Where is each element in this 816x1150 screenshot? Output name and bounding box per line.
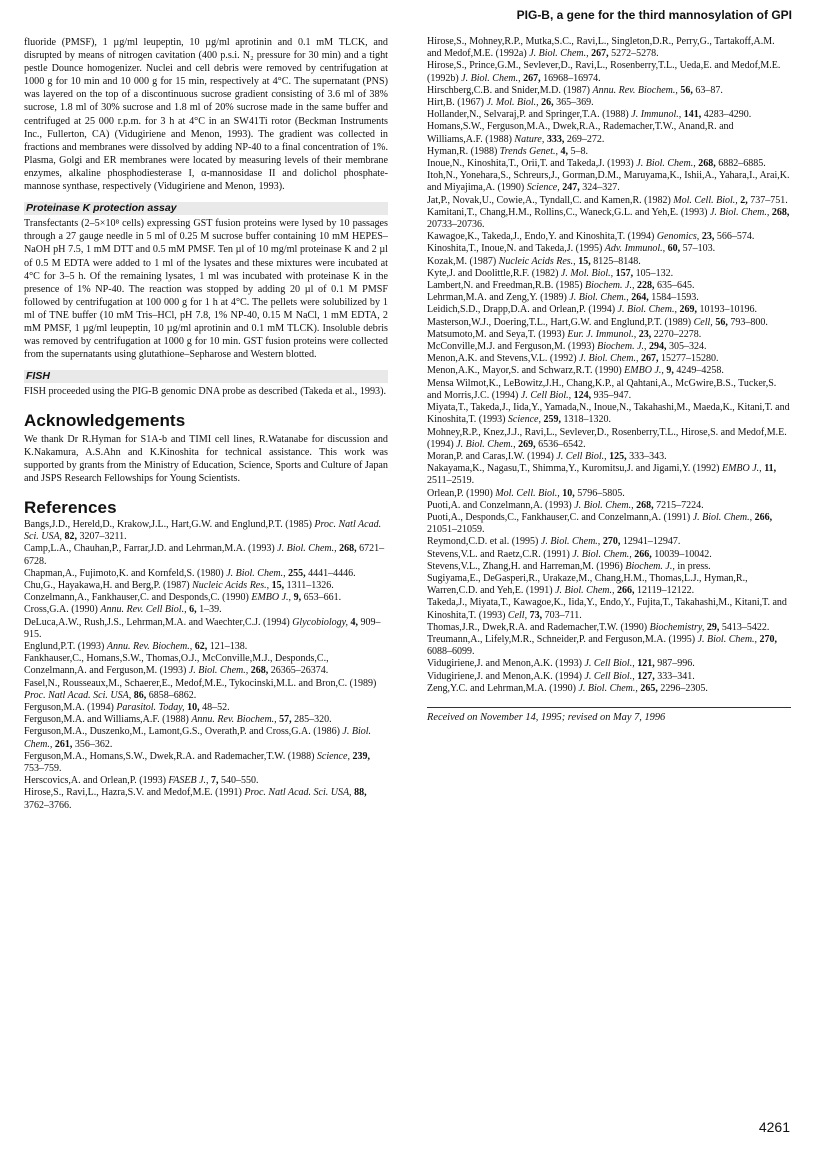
running-title: PIG-B, a gene for the third mannosylation of GPI bbox=[516, 8, 792, 22]
reference-authors: Kinoshita,T., Inoue,N. and Takeda,J. (1995) bbox=[427, 243, 603, 255]
reference-entry bbox=[427, 195, 791, 207]
reference-pages: 2296–2305. bbox=[660, 682, 708, 694]
reference-volume: 270, bbox=[759, 633, 778, 645]
reference-volume: 9, bbox=[666, 365, 674, 377]
reference-entry bbox=[427, 170, 791, 194]
reference-volume: 10, bbox=[562, 487, 575, 499]
reference-pages: 653–661. bbox=[303, 592, 342, 604]
reference-entry bbox=[427, 634, 791, 658]
reference-journal: Proc. Natl Acad. Sci. USA, bbox=[244, 787, 352, 799]
reference-authors: Menon,A.K. and Stevens,V.L. (1992) bbox=[427, 353, 577, 365]
reference-pages: 1311–1326. bbox=[286, 580, 334, 592]
reference-entry bbox=[427, 512, 791, 536]
reference-volume: 261, bbox=[54, 738, 73, 750]
reference-authors: Treumann,A., Lifely,M.R., Schneider,P. and Ferguson,M.A. (1995) bbox=[427, 633, 696, 645]
reference-volume: 269, bbox=[518, 438, 536, 450]
reference-authors: Hirose,S., Ravi,L., Hazra,S.V. and Medof,M.E. (1991) bbox=[24, 787, 242, 799]
reference-volume: 4, bbox=[350, 616, 359, 628]
acknowledgements-heading: Acknowledgements bbox=[24, 411, 186, 431]
reference-pages: 2511–2519. bbox=[427, 475, 475, 487]
reference-journal: J. Biol. Chem., bbox=[555, 585, 615, 597]
reference-journal: Cell, bbox=[693, 316, 713, 328]
reference-pages: 566–574. bbox=[716, 231, 755, 243]
reference-journal: Glycobiology, bbox=[292, 616, 349, 628]
reference-authors: Orlean,P. (1990) bbox=[427, 487, 493, 499]
reference-journal: J. Biol. Chem., bbox=[574, 499, 634, 511]
reference-authors: Camp,L.A., Chauhan,P., Farrar,J.D. and Lehrman,M.A. (1993) bbox=[24, 543, 275, 555]
reference-entry bbox=[427, 451, 791, 463]
reference-entry bbox=[427, 500, 791, 512]
reference-journal: J. Biol. Chem., bbox=[24, 726, 372, 750]
reference-entry bbox=[427, 573, 791, 597]
reference-journal: Nature, bbox=[514, 133, 545, 145]
reference-volume: 23, bbox=[701, 231, 715, 243]
reference-pages: 737–751. bbox=[750, 194, 788, 206]
reference-journal: J. Biol. Chem., bbox=[461, 72, 521, 84]
acknowledgements-paragraph: We thank Dr R.Hyman for S1A-b and TIMI cell lines, R.Watanabe for discussion and K.Nakamura, A.S.Ahn and K.Kinoshita for technical assistance. This work was supported by grants from the Ministry of Education, Science, Sports and Culture of Japan and JSPS Research Fellowships for Young Scientists. bbox=[24, 433, 388, 484]
reference-entry bbox=[427, 243, 791, 255]
reference-entry bbox=[24, 751, 388, 775]
reference-entry bbox=[427, 97, 791, 109]
reference-journal: Annu. Rev. Biochem., bbox=[106, 641, 193, 653]
reference-entry bbox=[427, 622, 791, 634]
reference-pages: 12119–12122. bbox=[637, 585, 695, 597]
reference-entry bbox=[427, 463, 791, 487]
reference-entry bbox=[427, 378, 791, 402]
reference-pages: 635–645. bbox=[656, 280, 695, 292]
reference-journal: Nucleic Acids Res., bbox=[498, 255, 576, 267]
reference-volume: 157, bbox=[615, 267, 634, 279]
reference-authors: Kozak,M. (1987) bbox=[427, 255, 497, 267]
reference-volume: 270, bbox=[602, 536, 621, 548]
reference-volume: 73, bbox=[529, 609, 543, 621]
reference-pages: 935–947. bbox=[593, 389, 632, 401]
reference-journal: Science, bbox=[507, 414, 541, 426]
reference-journal: Annu. Rev. Biochem., bbox=[592, 84, 678, 96]
reference-authors: Moran,P. and Caras,I.W. (1994) bbox=[427, 450, 554, 462]
reference-volume: 9, bbox=[293, 592, 302, 604]
reference-volume: 88, bbox=[354, 787, 367, 799]
reference-volume: 6, bbox=[189, 604, 197, 616]
reference-volume: 247, bbox=[562, 182, 580, 194]
reference-volume: 268, bbox=[636, 499, 654, 511]
reference-volume: 11, bbox=[764, 463, 777, 475]
reference-authors: Mohney,R.P., Knez,J.J., Ravi,L., Sevlever,D., Rosenberry,T.L., Hirose,S. and Medof,M.E. (1994) bbox=[427, 426, 787, 450]
reference-entry bbox=[427, 146, 791, 158]
reference-pages: 121–138. bbox=[209, 641, 248, 653]
reference-volume: 56, bbox=[715, 316, 728, 328]
reference-volume: 124, bbox=[573, 389, 592, 401]
reference-entry bbox=[427, 304, 791, 316]
reference-pages: 16968–16974. bbox=[543, 72, 601, 84]
reference-journal: J. Biol. Chem., bbox=[529, 48, 589, 60]
reference-journal: J. Mol. Biol., bbox=[560, 267, 614, 279]
reference-authors: Sugiyama,E., DeGasperi,R., Urakaze,M., Chang,H.M., Thomas,L.J., Hyman,R., Warren,C.D. and Yeh,E. (1991) bbox=[427, 572, 748, 597]
reference-journal: EMBO J., bbox=[624, 365, 664, 377]
reference-journal: J. Cell Biol., bbox=[556, 450, 607, 462]
reference-authors: Menon,A.K., Mayor,S. and Schwarz,R.T. (1990) bbox=[427, 365, 622, 377]
reference-volume: 15, bbox=[271, 580, 285, 592]
reference-pages: 5–8. bbox=[570, 145, 589, 157]
reference-entry bbox=[24, 775, 388, 787]
reference-volume: 10, bbox=[187, 702, 200, 714]
left-column bbox=[24, 36, 388, 812]
reference-journal: Science, bbox=[526, 182, 560, 194]
reference-journal: Biochem. J., bbox=[597, 341, 647, 353]
reference-pages: 7215–7224. bbox=[656, 499, 704, 511]
reference-volume: 7, bbox=[211, 775, 219, 787]
reference-entry bbox=[427, 231, 791, 243]
reference-authors: Hollander,N., Selvaraj,P. and Springer,T.A. (1988) bbox=[427, 109, 629, 121]
reference-pages: 324–327. bbox=[582, 182, 620, 194]
reference-entry bbox=[24, 568, 388, 580]
reference-authors: Fankhauser,C., Homans,S.W., Thomas,O.J., McConville,M.J., Desponds,C., Conzelmann,A. and Ferguson,M. (1993) bbox=[24, 653, 329, 677]
reference-journal: EMBO J., bbox=[251, 592, 292, 604]
reference-journal: J. Biol. Chem., bbox=[578, 682, 638, 694]
reference-pages: 269–272. bbox=[566, 133, 605, 145]
reference-authors: Ferguson,M.A., Duszenko,M., Lamont,G.S., Overath,P. and Cross,G.A. (1986) bbox=[24, 726, 340, 738]
reference-journal: J. Biol. Chem., bbox=[188, 665, 249, 677]
reference-volume: 26, bbox=[541, 97, 554, 109]
reference-volume: 23, bbox=[638, 328, 652, 340]
reference-journal: J. Biol. Chem., bbox=[226, 567, 286, 579]
reference-entry bbox=[427, 60, 791, 84]
reference-volume: 267, bbox=[640, 353, 659, 365]
reference-pages: 8125–8148. bbox=[593, 255, 641, 267]
reference-authors: Hirose,S., Prince,G.M., Sevlever,D., Ravi,L., Rosenberry,T.L., Ueda,E. and Medof,M.E. (1992b) bbox=[427, 60, 781, 84]
reference-entry bbox=[427, 256, 791, 268]
reference-entry bbox=[427, 268, 791, 280]
reference-pages: 6858–6862. bbox=[148, 689, 197, 701]
reference-authors: Inoue,N., Kinoshita,T., Orii,T. and Takeda,J. (1993) bbox=[427, 158, 634, 170]
reference-volume: 267, bbox=[523, 72, 541, 84]
reference-entry bbox=[24, 714, 388, 726]
reference-volume: 4, bbox=[560, 145, 569, 157]
reference-authors: Ferguson,M.A. and Williams,A.F. (1988) bbox=[24, 714, 189, 726]
reference-volume: 264, bbox=[631, 292, 649, 304]
reference-entry bbox=[427, 317, 791, 329]
reference-authors: Chapman,A., Fujimoto,K. and Kornfeld,S. (1980) bbox=[24, 567, 224, 579]
reference-entry bbox=[427, 561, 791, 573]
reference-volume: 333, bbox=[546, 133, 565, 145]
reference-journal: J. Biol. Chem., bbox=[617, 304, 677, 316]
reference-volume: 125, bbox=[609, 450, 627, 462]
reference-pages: 6882–6885. bbox=[718, 158, 766, 170]
reference-authors: Kawagoe,K., Takeda,J., Endo,Y. and Kinoshita,T. (1994) bbox=[427, 231, 655, 243]
reference-authors: Homans,S.W., Ferguson,M.A., Dwek,R.A., Rademacher,T.W., Anand,R. and Williams,A.F. (1988) bbox=[427, 121, 734, 145]
reference-journal: Biochem. J., bbox=[625, 560, 675, 572]
reference-journal: J. Immunol., bbox=[631, 109, 682, 121]
reference-volume: 15, bbox=[578, 255, 591, 267]
reference-journal: Proc. Natl Acad. Sci. USA, bbox=[24, 519, 382, 543]
reference-pages: 63–87. bbox=[695, 84, 723, 96]
reference-entry bbox=[427, 329, 791, 341]
reference-entry bbox=[24, 678, 388, 702]
reference-entry bbox=[427, 597, 791, 621]
reference-entry bbox=[24, 580, 388, 592]
reference-authors: Vidugiriene,J. and Menon,A.K. (1994) bbox=[427, 670, 582, 682]
reference-pages: 333–343. bbox=[629, 450, 667, 462]
proteinase-paragraph: Transfectants (2–5×10⁸ cells) expressing GST fusion proteins were lysed by 10 passages through a 27 gauge needle in 5 ml of 0.25 M sucrose buffer containing 10 mM HEPES–NaOH pH 7.5, 1 mM DTT and 0.5 mM PMSF. Ten µl of 10 mg/ml proteinase K and 2 µl of 0.5 M EDTA were added to 1 ml of the lysates and these mixtures were incubated at 4°C for 3–5 h. Of the remaining lysates, 1 ml was incubated with proteinase K in the presence of 1% NP-40. The reaction was stopped by adding 20 µl of 0.1 M PMSF followed by centrifugation at 100 000 g for 1 h at 4°C. The pellets were solubilized by 1 ml of TNE buffer (10 mM Tris–HCl, pH 7.8, 1% NP-40, 0.15 M NaCl, 1 mM EDTA, 2 mM PMSF, 1 µg/ml leupeptin, 10 µg/ml aprotinin and 0.1 mM TLCK). Insoluble debris was removed by centrifugation at 1000 g for 10 min. GST fusion proteins were collected from the supernatants using glutathione–Sepharose and Western blotted. bbox=[24, 218, 388, 361]
reference-journal: Mol. Cell. Biol., bbox=[495, 487, 560, 499]
reference-pages: 20733–20736. bbox=[427, 219, 485, 231]
reference-entry bbox=[24, 617, 388, 641]
reference-journal: Biochemistry, bbox=[649, 621, 705, 633]
reference-authors: Hirschberg,C.B. and Snider,M.D. (1987) bbox=[427, 84, 591, 96]
reference-pages: 987–996. bbox=[657, 658, 695, 670]
reference-pages: 6536–6542. bbox=[538, 438, 586, 450]
reference-volume: 121, bbox=[637, 658, 655, 670]
reference-authors: Nakayama,K., Nagasu,T., Shimma,Y., Kuromitsu,J. and Jigami,Y. (1992) bbox=[427, 463, 720, 475]
reference-entry bbox=[427, 365, 791, 377]
reference-entry bbox=[427, 280, 791, 292]
reference-entry bbox=[427, 207, 791, 231]
reference-entry bbox=[427, 109, 791, 121]
reference-pages: 2270–2278. bbox=[653, 328, 702, 340]
reference-journal: FASEB J., bbox=[168, 775, 209, 787]
left-reference-list bbox=[24, 519, 388, 812]
reference-journal: J. Biol. Chem., bbox=[692, 511, 753, 523]
reference-journal: Proc. Natl Acad. Sci. USA, bbox=[24, 689, 132, 701]
reference-pages: 15277–15280. bbox=[660, 353, 719, 365]
reference-pages: 4249–4258. bbox=[676, 365, 724, 377]
reference-volume: 255, bbox=[288, 567, 306, 579]
reference-journal: EMBO J., bbox=[721, 463, 762, 475]
reference-volume: 266, bbox=[634, 548, 652, 560]
reference-volume: 57, bbox=[279, 714, 292, 726]
reference-journal: Eur. J. Immunol., bbox=[567, 328, 637, 340]
reference-authors: Bangs,J.D., Hereld,D., Krakow,J.L., Hart,G.W. and Englund,P.T. (1985) bbox=[24, 519, 312, 530]
reference-journal: J. Mol. Biol., bbox=[486, 97, 539, 109]
reference-journal: J. Cell Biol., bbox=[584, 658, 635, 670]
reference-authors: Englund,P.T. (1993) bbox=[24, 641, 105, 653]
fish-paragraph: FISH proceeded using the PIG-B genomic DNA probe as described (Takeda et al., 1993). bbox=[24, 386, 387, 398]
reference-authors: Matsumoto,M. and Seya,T. (1993) bbox=[427, 328, 565, 340]
reference-journal: J. Biol. Chem., bbox=[540, 536, 601, 548]
reference-authors: Conzelmann,A., Fankhauser,C. and Desponds,C. (1990) bbox=[24, 592, 249, 604]
reference-pages: 285–320. bbox=[294, 714, 332, 726]
reference-authors: Hirose,S., Mohney,R.P., Mutka,S.C., Ravi,L., Singleton,D.R., Perry,G., Tartakoff,A.M. and Medof,M.E. (1992a) bbox=[427, 36, 775, 60]
reference-pages: 5796–5805. bbox=[577, 487, 625, 499]
reference-pages: 1584–1593. bbox=[651, 292, 699, 304]
reference-entry bbox=[24, 519, 388, 543]
reference-journal: Mol. Cell. Biol., bbox=[673, 194, 738, 206]
reference-journal: Parasitol. Today, bbox=[116, 702, 185, 714]
reference-pages: 12941–12947. bbox=[622, 536, 681, 548]
reference-volume: 86, bbox=[133, 689, 147, 701]
reference-pages: 48–52. bbox=[202, 702, 230, 714]
reference-pages: 305–324. bbox=[669, 341, 707, 353]
reference-authors: Hirt,B. (1967) bbox=[427, 97, 484, 109]
reference-volume: 259, bbox=[543, 414, 561, 426]
reference-pages: 540–550. bbox=[221, 775, 259, 787]
reference-authors: Mensa Wilmot,K., LeBowitz,J.H., Chang,K.P., al Qahtani,A., McGwire,B.S., Tucker,S. and Morris,J.C. (1994) bbox=[427, 377, 777, 401]
reference-journal: J. Biol. Chem., bbox=[277, 543, 337, 555]
reference-volume: 228, bbox=[636, 280, 655, 292]
reference-authors: Stevens,V.L. and Raetz,C.R. (1991) bbox=[427, 548, 570, 560]
reference-journal: J. Biol. Chem., bbox=[697, 633, 758, 645]
reference-authors: Kyte,J. and Doolittle,R.F. (1982) bbox=[427, 267, 559, 279]
reference-entry bbox=[427, 427, 791, 451]
reference-entry bbox=[427, 85, 791, 97]
fish-heading: FISH bbox=[24, 370, 388, 383]
reference-authors: Lehrman,M.A. and Zeng,Y. (1989) bbox=[427, 292, 567, 304]
reference-journal: J. Biol. Chem., bbox=[456, 438, 516, 450]
reference-authors: Kamitani,T., Chang,H.M., Rollins,C., Waneck,G.L. and Yeh,E. (1993) bbox=[427, 206, 708, 218]
reference-pages: 5413–5422. bbox=[721, 621, 770, 633]
reference-journal: Science, bbox=[316, 750, 350, 762]
reference-pages: 26365–26374. bbox=[270, 665, 329, 677]
methods-paragraph: fluoride (PMSF), 1 µg/ml leupeptin, 10 µg/ml aprotinin and 0.1 mM TLCK, and disrupted by means of nitrogen cavitation (400 p.s.i. N₂ pressure for 30 min) and a tight pestle Dounce homogenizer. Nuclei and cell debris were removed by centrifugation at 1000 g for 10 min and 10 000 g for 15 min, respectively at 4°C. The supernatant (PNS) was layered on the top of a discontinuous sucrose gradient consisting of 3.6 ml of 38% sucrose, 1.8 ml of 30% sucrose and 1.8 ml of 20% sucrose made in the same buffer and centrifuged at 25 000 r.p.m. for 3 h at 4°C in an SW41Ti rotor (Beckman Instruments Inc., Fullerton, CA) (Vidugiriene and Menon, 1993). The gradient was collected in fractions and membranes were dissolved by adding NP-40 to a final concentration of 1%. Plasma, Golgi and ER membranes were located by measuring levels of their membrane enzymes, alkaline phosphodiesterase I, α-mannosidase II and dolichol phosphate-mannose synthase, respectively (Vidugiriene and Menon, 1993). bbox=[24, 37, 388, 193]
reference-entry bbox=[427, 402, 791, 426]
reference-volume: 268, bbox=[771, 206, 790, 218]
reference-journal: Adv. Immunol., bbox=[604, 243, 666, 255]
reference-journal: Nucleic Acids Res., bbox=[192, 580, 270, 592]
received-date: Received on November 14, 1995; revised on May 7, 1996 bbox=[427, 707, 791, 724]
reference-journal: Cell, bbox=[507, 609, 528, 621]
reference-pages: 5272–5278. bbox=[611, 48, 659, 60]
reference-pages: 4441–4446. bbox=[308, 567, 356, 579]
reference-authors: Takeda,J., Miyata,T., Kawagoe,K., Iida,Y., Endo,Y., Fujita,T., Takahashi,M., Kitani,T. and Kinoshita,T. (1993) bbox=[427, 597, 787, 621]
reference-volume: 267, bbox=[591, 48, 609, 60]
reference-entry bbox=[24, 543, 388, 567]
reference-entry bbox=[24, 653, 388, 677]
reference-authors: Ferguson,M.A., Homans,S.W., Dwek,R.A. and Rademacher,T.W. (1988) bbox=[24, 750, 315, 762]
reference-journal: Trends Genet., bbox=[499, 145, 559, 157]
reference-authors: Thomas,J.R., Dwek,R.A. and Rademacher,T.W. (1990) bbox=[427, 621, 648, 633]
reference-pages: 10193–10196. bbox=[699, 304, 757, 316]
reference-entry bbox=[427, 683, 791, 695]
reference-authors: Puoti,A., Desponds,C., Fankhauser,C. and Conzelmann,A. (1991) bbox=[427, 511, 691, 523]
reference-pages: 365–369. bbox=[556, 97, 594, 109]
reference-pages: 1318–1320. bbox=[563, 414, 611, 426]
reference-authors: Zeng,Y.C. and Lehrman,M.A. (1990) bbox=[427, 682, 576, 694]
reference-journal: Annu. Rev. Biochem., bbox=[191, 714, 277, 726]
reference-authors: Herscovics,A. and Orlean,P. (1993) bbox=[24, 775, 166, 787]
reference-entry bbox=[427, 353, 791, 365]
reference-journal: Biochem. J., bbox=[585, 280, 635, 292]
reference-pages: 6088–6099. bbox=[427, 646, 475, 658]
reference-authors: Leidich,S.D., Drapp,D.A. and Orlean,P. (1994) bbox=[427, 304, 616, 316]
proteinase-heading: Proteinase K protection assay bbox=[24, 202, 388, 215]
reference-pages: 57–103. bbox=[682, 243, 716, 255]
reference-entry bbox=[24, 726, 388, 750]
reference-volume: 265, bbox=[640, 682, 658, 694]
reference-volume: 239, bbox=[352, 750, 370, 762]
reference-authors: Itoh,N., Yonehara,S., Schreurs,J., Gorman,D.M., Maruyama,K., Ishii,A., Yahara,I., Arai,K. and Miyajima,A. (1990) bbox=[427, 170, 790, 194]
reference-authors: Cross,G.A. (1990) bbox=[24, 604, 98, 616]
reference-volume: 269, bbox=[679, 304, 697, 316]
reference-journal: Genomics, bbox=[656, 231, 700, 243]
reference-journal: J. Biol. Chem., bbox=[636, 158, 696, 170]
reference-authors: Masterson,W.J., Doering,T.L., Hart,G.W. and Englund,P.T. (1989) bbox=[427, 316, 692, 328]
reference-entry bbox=[427, 341, 791, 353]
reference-pages: 6721–6728. bbox=[24, 543, 385, 567]
reference-pages: 793–800. bbox=[730, 316, 768, 328]
reference-entry bbox=[427, 158, 791, 170]
reference-entry bbox=[24, 787, 388, 811]
reference-authors: DeLuca,A.W., Rush,J.S., Lehrman,M.A. and Waechter,C.J. (1994) bbox=[24, 616, 290, 628]
reference-journal: J. Biol. Chem., bbox=[579, 353, 639, 365]
reference-journal: J. Cell Biol., bbox=[520, 389, 572, 401]
reference-entry bbox=[427, 488, 791, 500]
reference-entry bbox=[427, 658, 791, 670]
reference-authors: Jat,P., Novak,U., Cowie,A., Tyndall,C. and Kamen,R. (1982) bbox=[427, 194, 671, 206]
reference-authors: Vidugiriene,J. and Menon,A.K. (1993) bbox=[427, 658, 582, 670]
reference-volume: 268, bbox=[698, 158, 716, 170]
reference-journal: J. Biol. Chem., bbox=[569, 292, 629, 304]
reference-pages: 356–362. bbox=[74, 738, 113, 750]
reference-authors: McConville,M.J. and Ferguson,M. (1993) bbox=[427, 341, 595, 353]
reference-volume: 266, bbox=[617, 585, 635, 597]
reference-pages: 3762–3766. bbox=[24, 799, 72, 811]
reference-journal: J. Biol. Chem., bbox=[709, 206, 770, 218]
reference-pages: 1–39. bbox=[199, 604, 222, 616]
reference-authors: Puoti,A. and Conzelmann,A. (1993) bbox=[427, 499, 572, 511]
reference-entry bbox=[24, 592, 388, 604]
reference-authors: Miyata,T., Takeda,J., Iida,Y., Yamada,N., Inoue,N., Takahashi,M., Maeda,K., Kitani,T. and Kinoshita,T. (1993) bbox=[427, 402, 790, 426]
reference-entry bbox=[427, 292, 791, 304]
reference-volume: 29, bbox=[706, 621, 720, 633]
reference-authors: Stevens,V.L., Zhang,H. and Harreman,M. (1996) bbox=[427, 560, 623, 572]
reference-pages: 909–915. bbox=[24, 616, 381, 640]
reference-journal: J. Cell Biol., bbox=[584, 670, 635, 682]
page-number: 4261 bbox=[758, 1119, 790, 1135]
reference-pages: 10039–10042. bbox=[654, 548, 712, 560]
reference-volume: 268, bbox=[339, 543, 357, 555]
reference-authors: Reymond,C.D. et al. (1995) bbox=[427, 536, 539, 548]
reference-entry bbox=[427, 121, 791, 145]
reference-authors: Hyman,R. (1988) bbox=[427, 145, 498, 157]
reference-authors: Chu,G., Hayakawa,H. and Berg,P. (1987) bbox=[24, 580, 190, 592]
reference-volume: 266, bbox=[754, 511, 773, 523]
reference-entry bbox=[427, 671, 791, 683]
reference-authors: Fasel,N., Rousseaux,M., Schaerer,E., Medof,M.E., Tykocinski,M.L. and Bron,C. (1989) bbox=[24, 677, 377, 689]
reference-volume: 127, bbox=[637, 670, 655, 682]
reference-pages: 3207–3211. bbox=[79, 531, 127, 543]
reference-authors: Lambert,N. and Freedman,R.B. (1985) bbox=[427, 280, 583, 292]
reference-pages: in press. bbox=[677, 560, 711, 572]
reference-volume: 60, bbox=[667, 243, 681, 255]
reference-volume: 268, bbox=[250, 665, 269, 677]
reference-pages: 4283–4290. bbox=[703, 109, 752, 121]
reference-volume: 2, bbox=[740, 194, 748, 206]
reference-volume: 294, bbox=[649, 341, 667, 353]
reference-volume: 82, bbox=[64, 531, 78, 543]
reference-authors: Ferguson,M.A. (1994) bbox=[24, 702, 114, 714]
reference-entry bbox=[24, 702, 388, 714]
reference-volume: 62, bbox=[194, 641, 208, 653]
reference-pages: 105–132. bbox=[635, 267, 674, 279]
reference-entry bbox=[24, 604, 388, 616]
reference-entry bbox=[427, 36, 791, 60]
references-heading: References bbox=[24, 497, 117, 517]
reference-pages: 333–341. bbox=[657, 670, 695, 682]
right-column bbox=[427, 36, 791, 724]
reference-pages: 703–711. bbox=[544, 609, 582, 621]
reference-journal: Annu. Rev. Cell Biol., bbox=[100, 604, 187, 616]
reference-entry bbox=[24, 641, 388, 653]
reference-entry bbox=[427, 536, 791, 548]
right-reference-list bbox=[427, 36, 791, 695]
reference-pages: 753–759. bbox=[24, 763, 62, 775]
reference-pages: 21051–21059. bbox=[427, 524, 485, 536]
reference-volume: 141, bbox=[683, 109, 702, 121]
reference-volume: 56, bbox=[680, 84, 693, 96]
reference-journal: J. Biol. Chem., bbox=[572, 548, 632, 560]
reference-entry bbox=[427, 549, 791, 561]
